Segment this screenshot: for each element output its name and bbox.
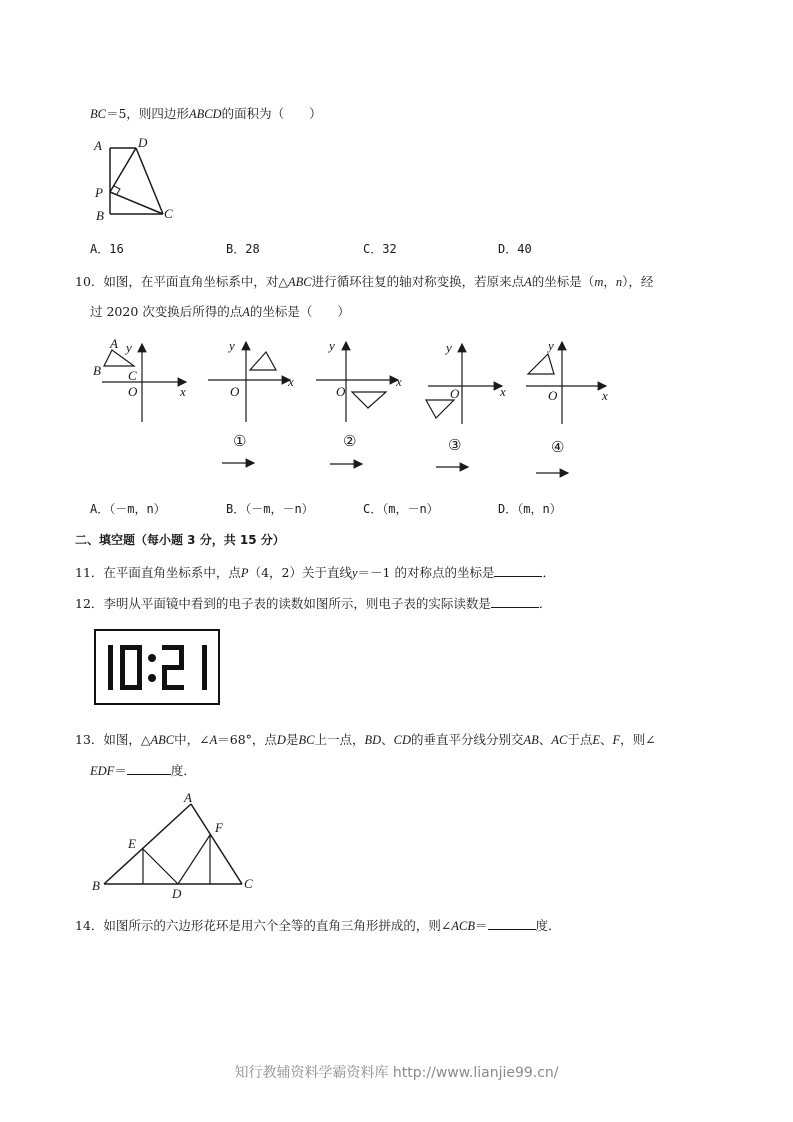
q10-option-a: A．（－m，n） [90, 502, 166, 516]
section-fill-in-heading: 二、填空题（每小题 3 分，共 15 分） [75, 533, 285, 547]
q10-label-x1: x [288, 374, 294, 389]
q11-answer-blank[interactable] [494, 564, 542, 577]
q10-label-c: C [128, 368, 137, 383]
q9-option-d: D．40 [498, 242, 532, 256]
q10-label-x4: x [602, 388, 608, 403]
q9-label-d: D [138, 135, 148, 150]
q13-label-e: E [128, 836, 136, 851]
q10-line-2: 过 2020 次变换后所得的点A的坐标是（ ） [90, 304, 350, 319]
q13-triangle-figure [90, 790, 270, 900]
q10-panel-original [93, 336, 186, 422]
q9-continuation: BC＝5，则四边形ABCD的面积为（ ） [90, 106, 322, 121]
clock-digits [96, 631, 218, 703]
q10-label-o3: O [450, 386, 460, 401]
q10-label-y0: y [126, 340, 132, 355]
q10-label-o0: O [128, 384, 138, 399]
q10-label-o4: O [548, 388, 558, 403]
q10-label-x2: x [396, 374, 402, 389]
q10-label-x0: x [180, 384, 186, 399]
q13-line-1: 13．如图，△ABC中，∠A＝68°，点D是BC上一点，BD、CD的垂直平分线分别交AB、AC于点E、F，则∠ [75, 732, 656, 747]
q10-step-1: ① [233, 434, 247, 450]
q13-label-f: F [215, 820, 223, 835]
q9-label-c: C [164, 206, 173, 221]
q9-option-b: B．28 [226, 242, 260, 256]
q9-option-c: C．32 [363, 242, 397, 256]
q14-text: 14．如图所示的六边形花环是用六个全等的直角三角形拼成的，则∠ACB＝ 度． [75, 918, 561, 933]
q9-label-p: P [95, 185, 103, 200]
q10-panel-3 [426, 340, 506, 467]
q10-label-o2: O [336, 384, 346, 399]
q13-label-d: D [172, 886, 182, 901]
q11-text: 11．在平面直角坐标系中，点P（4，2）关于直线y＝－1 的对称点的坐标是 ． [75, 565, 555, 580]
page-footer-watermark: 知行教辅资料学霸资料库 http://www.lianjie99.cn/ [234, 1065, 559, 1081]
q10-label-y2: y [329, 338, 335, 353]
q13-line-2: EDF＝ 度． [90, 763, 196, 778]
q9-label-a: A [94, 138, 102, 153]
q13-label-b: B [92, 878, 100, 893]
q10-option-b: B．（－m，－n） [226, 502, 314, 516]
q10-panel-1 [208, 338, 294, 463]
q14-answer-blank[interactable] [488, 917, 536, 930]
q10-label-o1: O [230, 384, 240, 399]
q10-step-3: ③ [448, 438, 462, 454]
q9-option-a: A．16 [90, 242, 124, 256]
q10-label-a: A [110, 336, 118, 351]
q13-label-c: C [244, 876, 253, 891]
q10-transform-figure [90, 334, 620, 484]
q10-label-y1: y [229, 338, 235, 353]
q10-step-2: ② [343, 434, 357, 450]
q10-label-y4: y [548, 338, 554, 353]
q10-panel-2 [316, 338, 402, 464]
q10-label-b: B [93, 363, 101, 378]
q9-label-b: B [96, 208, 104, 223]
q12-text: 12．李明从平面镜中看到的电子表的读数如图所示，则电子表的实际读数是 ． [75, 596, 552, 611]
mirrored-digital-clock [94, 629, 220, 705]
q9-quadrilateral-figure [90, 136, 190, 226]
q13-label-a: A [184, 790, 192, 805]
q10-option-d: D．（m，n） [498, 502, 562, 516]
q12-answer-blank[interactable] [491, 595, 539, 608]
q10-option-c: C．（m，－n） [363, 502, 439, 516]
q10-label-y3: y [446, 340, 452, 355]
q10-step-4: ④ [551, 440, 565, 456]
q10-label-x3: x [500, 384, 506, 399]
q10-line-1: 10．如图，在平面直角坐标系中，对△ABC进行循环往复的轴对称变换，若原来点A的坐标是（m，n），经 [75, 274, 654, 289]
q13-answer-blank[interactable] [127, 762, 171, 775]
q10-panel-4 [526, 338, 608, 473]
